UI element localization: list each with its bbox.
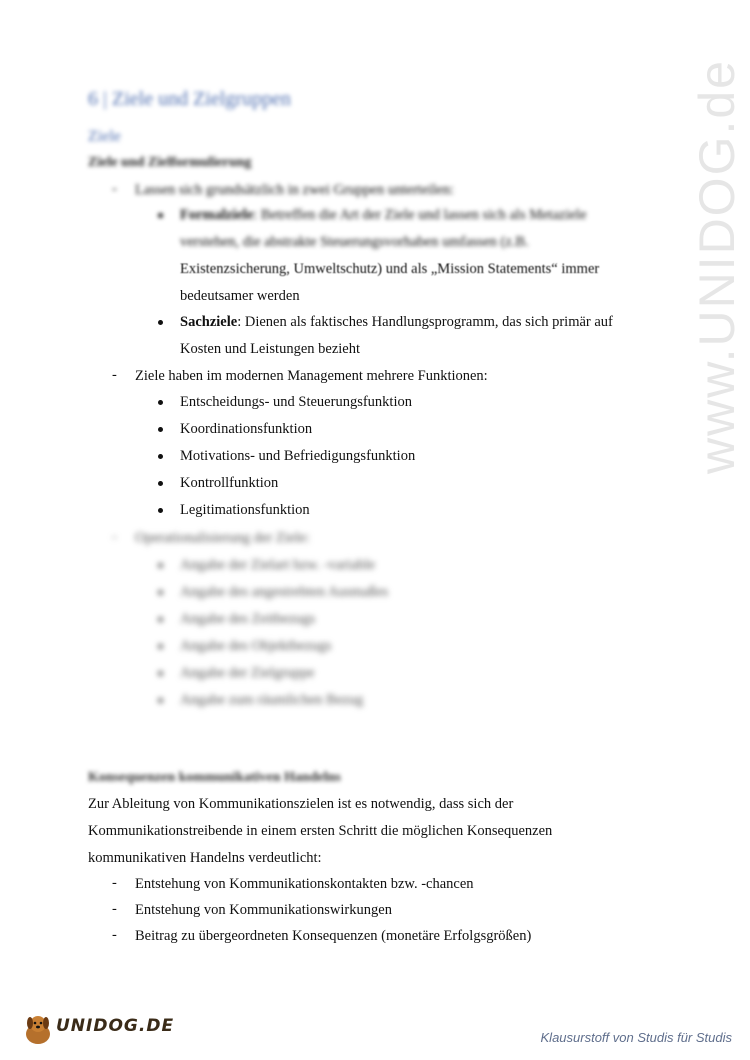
list3-item: Angabe des angestrebten Ausmaßes	[180, 584, 389, 600]
dash-bullet: -	[112, 367, 117, 383]
list2-item: Legitimationsfunktion	[180, 502, 310, 518]
sachziele-line2: Kosten und Leistungen bezieht	[180, 341, 360, 357]
list3-item: Angabe zum räumlichen Bezug	[180, 692, 364, 708]
bullet-dot	[158, 698, 163, 703]
bullet-dot	[158, 590, 163, 595]
dash-bullet: -	[112, 529, 117, 545]
bullet-dot	[158, 508, 163, 513]
list2-intro: Ziele haben im modernen Management mehrere Funktionen:	[135, 368, 488, 384]
formalziele-line3: Existenzsicherung, Umweltschutz) und als „Mission Statements“ immer	[180, 261, 600, 277]
list3-item: Angabe des Zeitbezugs	[180, 611, 316, 627]
formalziele-line1: Formalziele: Betreffen die Art der Ziele und lassen sich als Metaziele	[180, 207, 587, 223]
bullet-dot	[158, 320, 163, 325]
list2-item: Motivations- und Befriedigungsfunktion	[180, 448, 416, 464]
dash-bullet: -	[112, 181, 117, 197]
bullet-dot	[158, 400, 163, 405]
dash-bullet: -	[112, 927, 117, 943]
bullet-dot	[158, 427, 163, 432]
dash-bullet: -	[112, 875, 117, 891]
list2-item: Koordinationsfunktion	[180, 421, 313, 437]
section2-item: Entstehung von Kommunikationswirkungen	[135, 902, 392, 918]
bullet-dot	[158, 644, 163, 649]
bullet-dot	[158, 213, 163, 218]
subsubsection-heading: Ziele und Zielformulierung	[88, 155, 252, 170]
bullet-dot	[158, 563, 163, 568]
section2-item: Beitrag zu übergeordneten Konsequenzen (monetäre Erfolgsgrößen)	[135, 928, 532, 944]
section2-heading: Konsequenzen kommunikativen Handelns	[88, 770, 341, 785]
section2-para-line3: kommunikativen Handelns verdeutlicht:	[88, 850, 322, 866]
watermark: www.UNIDOG.de	[689, 59, 745, 474]
list3-item: Angabe der Zielgruppe	[180, 665, 315, 681]
subsection-heading: Ziele	[88, 128, 121, 145]
section-heading: 6 | Ziele und Zielgruppen	[88, 88, 291, 110]
list2-item: Kontrollfunktion	[180, 475, 279, 491]
formalziele-line2: verstehen, die abstrakte Steuerungsvorhaben umfassen (z.B.	[180, 234, 529, 250]
bullet-dot	[158, 617, 163, 622]
bullet-dot	[158, 454, 163, 459]
bullet-dot	[158, 481, 163, 486]
list2-item: Entscheidungs- und Steuerungsfunktion	[180, 394, 412, 410]
dash-bullet: -	[112, 901, 117, 917]
dog-logo-icon	[18, 1012, 58, 1048]
section2-para-line2: Kommunikationstreibende in einem ersten Schritt die möglichen Konsequenzen	[88, 823, 553, 839]
footer-tagline: Klausurstoff von Studis für Studis	[540, 1030, 732, 1045]
list3-item: Angabe der Zielart bzw. -variable	[180, 557, 376, 573]
list3-item: Angabe des Objektbezugs	[180, 638, 332, 654]
section2-para-line1: Zur Ableitung von Kommunikationszielen ist es notwendig, dass sich der	[88, 796, 514, 812]
bullet-dot	[158, 671, 163, 676]
list1-intro: Lassen sich grundsätzlich in zwei Gruppen unterteilen:	[135, 182, 454, 198]
formalziele-line4: bedeutsamer werden	[180, 288, 300, 304]
list3-intro: Operationalisierung der Ziele:	[135, 530, 310, 546]
sachziele-line1: Sachziele: Dienen als faktisches Handlungsprogramm, das sich primär auf	[180, 314, 613, 330]
unidog-logo-text: UNIDOG.DE	[56, 1016, 175, 1036]
section2-item: Entstehung von Kommunikationskontakten bzw. -chancen	[135, 876, 474, 892]
